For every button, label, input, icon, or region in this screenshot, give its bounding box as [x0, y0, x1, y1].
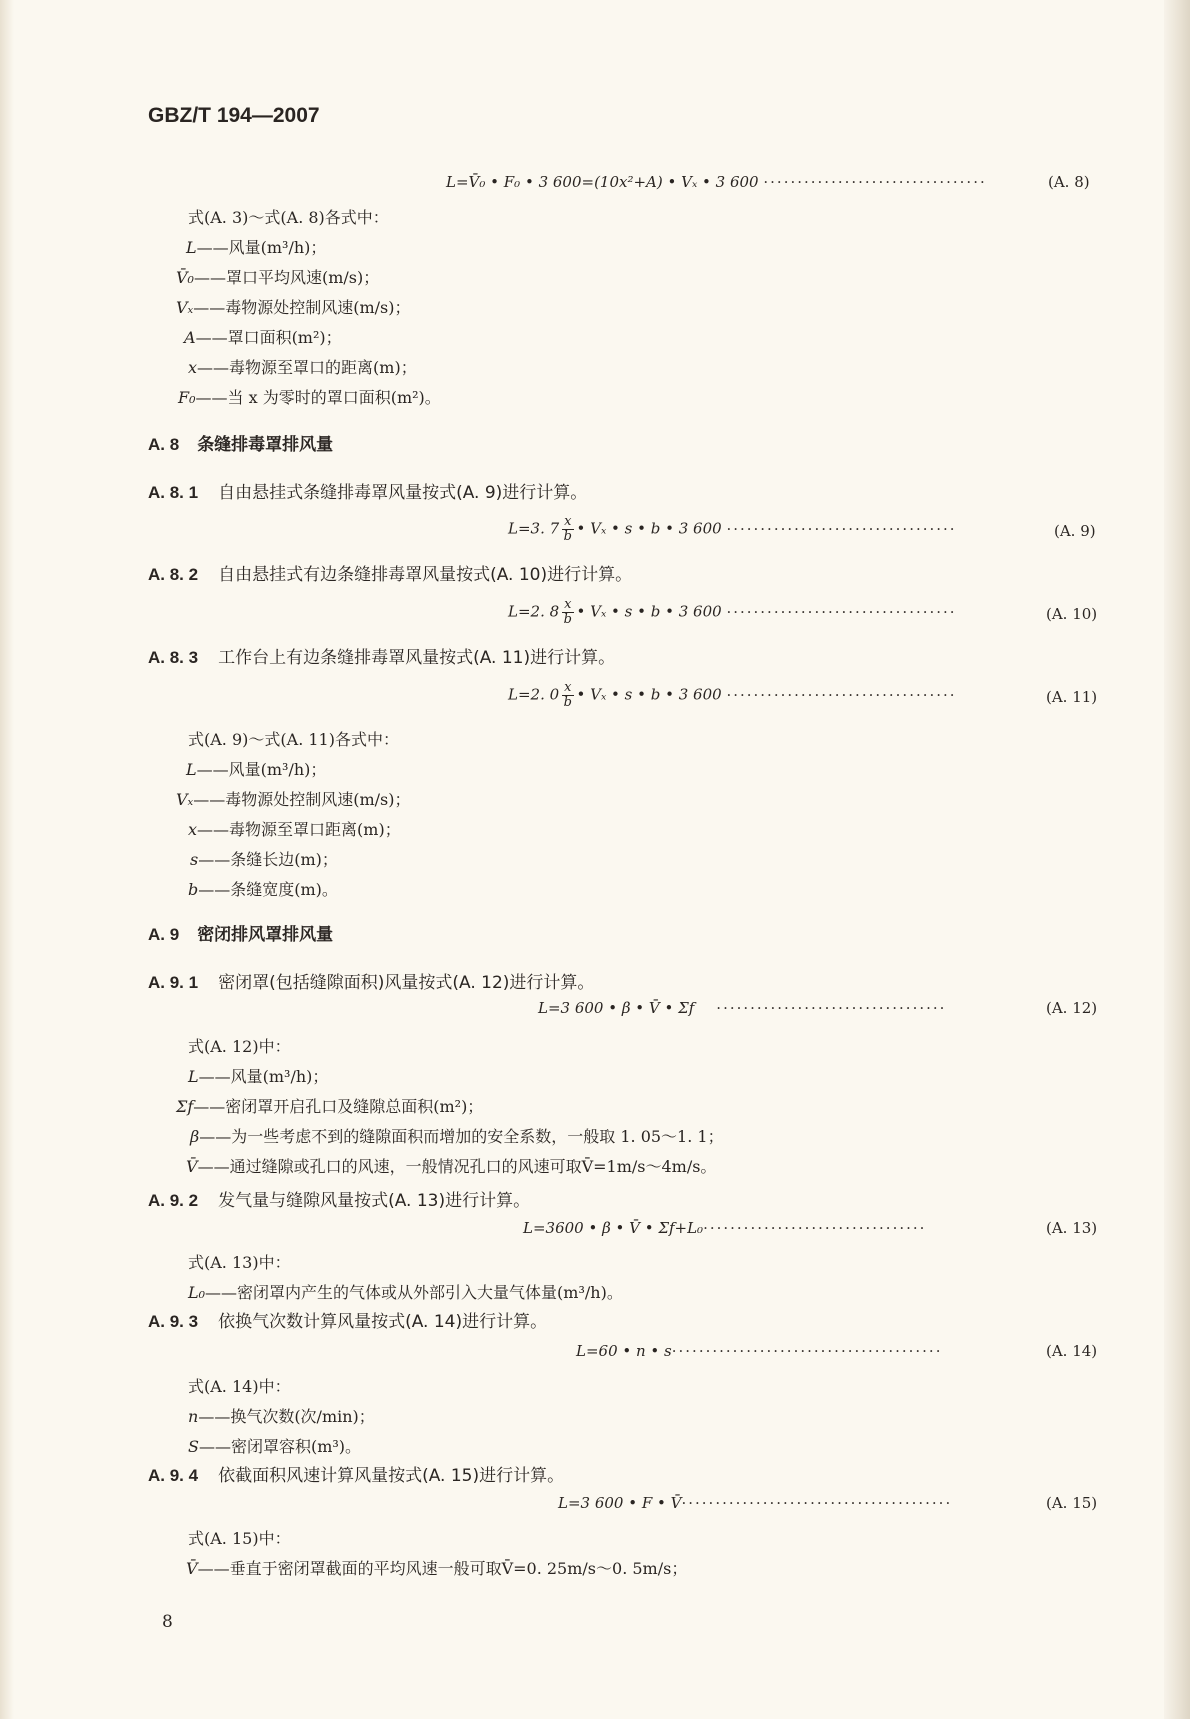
equation-a12: L=3 600 • β • V̄ • Σf ·································· — [538, 999, 947, 1017]
equation-a13: L=3600 • β • V̄ • Σf+L₀································· — [523, 1219, 927, 1237]
definition-item: b——条缝宽度(m)。 — [188, 880, 338, 899]
formula: L=V̄₀ • F₀ • 3 600=(10x²+A) • Vₓ • 3 600 — [446, 173, 759, 191]
equation-a11: L=2. 0 $\frac{x}{b}$ • Vₓ • s • b • 3 600 ·································· — [508, 680, 957, 710]
equation-a9: L=3. 7 $\frac{x}{b}$ • Vₓ • s • b • 3 600 ·································· — [508, 514, 957, 544]
equation-tag: (A. 11) — [1046, 688, 1098, 706]
section-heading-a9: A. 9 密闭排风罩排风量 — [148, 925, 334, 945]
clause-a81: A. 8. 1 自由悬挂式条缝排毒罩风量按式(A. 9)进行计算。 — [148, 483, 588, 503]
clause-a92: A. 9. 2 发气量与缝隙风量按式(A. 13)进行计算。 — [148, 1191, 531, 1211]
equation-a15: L=3 600 • F • V̄········································ — [558, 1494, 953, 1512]
definition-item: V̄——通过缝隙或孔口的风速，一般情况孔口的风速可取V̄=1m/s～4m/s。 — [186, 1157, 717, 1176]
equation-tag: (A. 13) — [1046, 1219, 1098, 1237]
definition-item: V̄₀——罩口平均风速(m/s)； — [176, 268, 380, 287]
definition-item: A——罩口面积(m²)； — [184, 328, 342, 347]
definition-item: S——密闭罩容积(m³)。 — [188, 1437, 362, 1456]
definition-item: L₀——密闭罩内产生的气体或从外部引入大量气体量(m³/h)。 — [188, 1283, 623, 1302]
definition-item: L——风量(m³/h)； — [186, 238, 327, 257]
definitions-intro: 式(A. 14)中： — [188, 1377, 291, 1396]
definition-item: Σf——密闭罩开启孔口及缝隙总面积(m²)； — [176, 1097, 484, 1116]
equation-tag: (A. 8) — [1048, 173, 1090, 191]
clause-a94: A. 9. 4 依截面积风速计算风量按式(A. 15)进行计算。 — [148, 1466, 565, 1486]
clause-a82: A. 8. 2 自由悬挂式有边条缝排毒罩风量按式(A. 10)进行计算。 — [148, 565, 633, 585]
clause-a91: A. 9. 1 密闭罩(包括缝隙面积)风量按式(A. 12)进行计算。 — [148, 973, 595, 993]
clause-a93: A. 9. 3 依换气次数计算风量按式(A. 14)进行计算。 — [148, 1312, 548, 1332]
section-heading-a8: A. 8 条缝排毒罩排风量 — [148, 435, 334, 455]
page-left-shadow — [0, 0, 14, 1719]
definition-item: V̄——垂直于密闭罩截面的平均风速一般可取V̄=0. 25m/s～0. 5m/s； — [186, 1559, 688, 1578]
definitions-intro: 式(A. 15)中： — [188, 1529, 291, 1548]
definition-item: β——为一些考虑不到的缝隙面积而增加的安全系数，一般取 1. 05～1. 1； — [190, 1127, 724, 1146]
definition-item: x——毒物源至罩口距离(m)； — [188, 820, 401, 839]
equation-a10: L=2. 8 $\frac{x}{b}$ • Vₓ • s • b • 3 600 ·································· — [508, 597, 957, 627]
definition-item: F₀——当 x 为零时的罩口面积(m²)。 — [178, 388, 441, 407]
definition-item: s——条缝长边(m)； — [190, 850, 338, 869]
equation-a14: L=60 • n • s········································ — [576, 1342, 943, 1360]
equation-tag: (A. 9) — [1054, 522, 1096, 540]
equation-tag: (A. 15) — [1046, 1494, 1098, 1512]
definitions-intro: 式(A. 13)中： — [188, 1253, 291, 1272]
definition-item: L——风量(m³/h)； — [188, 1067, 329, 1086]
definitions-intro: 式(A. 12)中： — [188, 1037, 291, 1056]
definition-item: L——风量(m³/h)； — [186, 760, 327, 779]
standard-header: GBZ/T 194—2007 — [148, 104, 320, 127]
definitions-intro: 式(A. 3)～式(A. 8)各式中： — [188, 208, 389, 227]
equation-tag: (A. 12) — [1046, 999, 1098, 1017]
equation-tag: (A. 14) — [1046, 1342, 1098, 1360]
definition-item: x——毒物源至罩口的距离(m)； — [188, 358, 417, 377]
equation-a8 — [446, 173, 987, 191]
definition-item: Vₓ——毒物源处控制风速(m/s)； — [176, 298, 411, 317]
page-number: 8 — [162, 1612, 173, 1632]
clause-a83: A. 8. 3 工作台上有边条缝排毒罩风量按式(A. 11)进行计算。 — [148, 648, 616, 668]
definitions-intro: 式(A. 9)～式(A. 11)各式中： — [188, 730, 399, 749]
definition-item: n——换气次数(次/min)； — [188, 1407, 375, 1426]
page-right-edge — [1164, 0, 1190, 1719]
definition-item: Vₓ——毒物源处控制风速(m/s)； — [176, 790, 411, 809]
equation-tag: (A. 10) — [1046, 605, 1098, 623]
leader-dots: ································· — [763, 173, 987, 191]
